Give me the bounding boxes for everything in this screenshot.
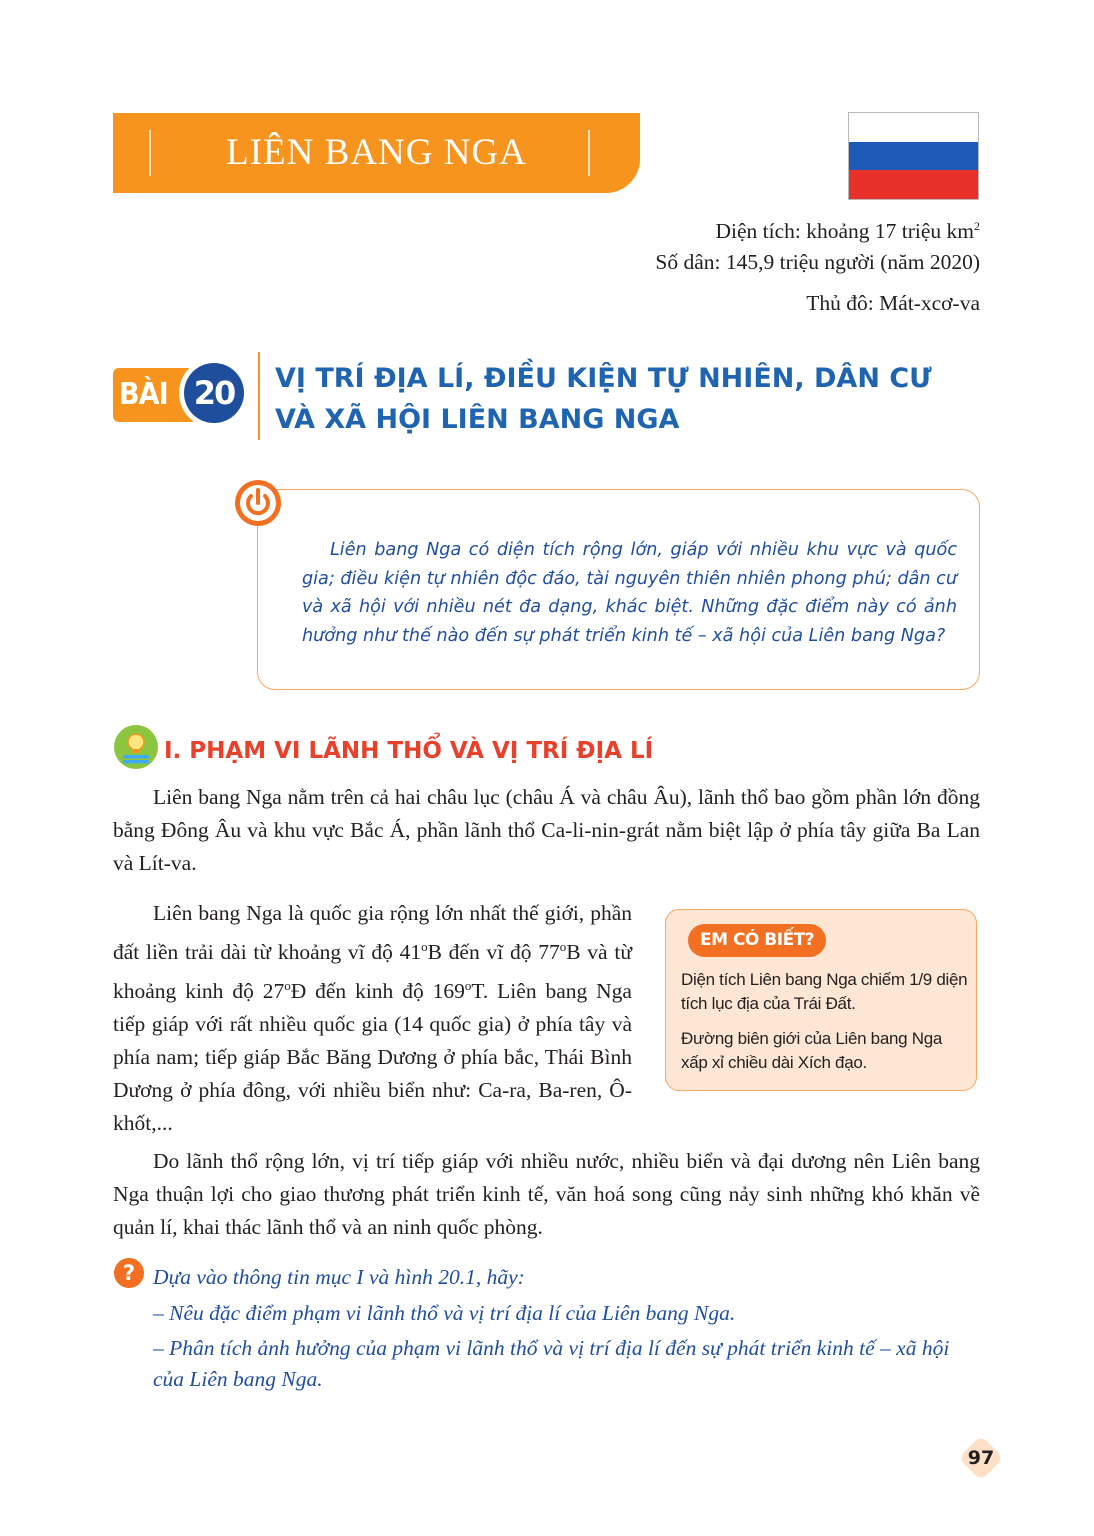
- fact-capital: Thủ đô: Mát-xcơ-va: [806, 291, 980, 315]
- lesson-badge: [113, 358, 263, 428]
- page-number-badge: [956, 1433, 1006, 1483]
- paragraph-3: Do lãnh thổ rộng lớn, vị trí tiếp giáp với nhiều nước, nhiều biển và đại dương nên Liên bang Nga thuận lợi cho giao thương phát triển kinh tế, văn hoá song cũng nảy sinh những khó khăn về quản lí, khai thác lãnh thổ và an ninh quốc phòng.: [113, 1149, 980, 1239]
- paragraph-2: Liên bang Nga là quốc gia rộng lớn nhất thế giới, phần đất liền trải dài từ khoảng vĩ độ 41$^o$B đến vĩ độ 77$^o$B và từ khoảng kinh độ 27$^o$Đ đến kinh độ 169$^o$T. Liên bang Nga tiếp giáp với rất nhiều quốc gia (14 quốc gia) ở phía tây và phía nam; tiếp giáp Bắc Băng Dương ở phía bắc, Thái Bình Dương ở phía đông, với nhiều biển như: Ca-ra, Ba-ren, Ô-khốt,...: [113, 901, 632, 1136]
- did-you-know-line2: Đường biên giới của Liên bang Nga xấp xỉ chiều dài Xích đạo.: [681, 1029, 943, 1072]
- lesson-title: [275, 358, 995, 440]
- lesson-label: BÀI: [119, 377, 168, 412]
- lesson-number: 20: [184, 363, 244, 423]
- lesson-title-line2: VÀ XÃ HỘI LIÊN BANG NGA: [275, 404, 680, 435]
- intro-text: Liên bang Nga có diện tích rộng lớn, giáp với nhiều khu vực và quốc gia; điều kiện tự nhiên độc đáo, tài nguyên thiên nhiên phong phú; dân cư và xã hội với nhiều nét đa dạng, khác biệt. Những đặc điểm này có ảnh hưởng như thế nào đến sự phát triển kinh tế – xã hội của Liên bang Nga?: [302, 540, 957, 646]
- power-icon: [234, 479, 282, 527]
- fact-area: Diện tích: khoảng 17 triệu $km^2$: [715, 219, 980, 244]
- did-you-know-tag: EM CÓ BIẾT?: [688, 924, 826, 957]
- paragraph-1: Liên bang Nga nằm trên cả hai châu lục (châu Á và châu Âu), lãnh thổ bao gồm phần lớn đồng bằng Đông Âu và khu vực Bắc Á, phần lãnh thổ Ca-li-nin-grát nằm biệt lập ở phía tây giữa Ba Lan và Lít-va.: [113, 785, 980, 875]
- question-1: – Nêu đặc điểm phạm vi lãnh thổ và vị trí địa lí của Liên bang Nga.: [153, 1301, 736, 1325]
- chapter-banner: [113, 113, 640, 193]
- banner-right-bar: [588, 130, 590, 176]
- question-2: – Phân tích ảnh hưởng của phạm vi lãnh thổ và vị trí địa lí đến sự phát triển kinh tế – xã hội của Liên bang Nga.: [153, 1336, 950, 1391]
- lesson-title-line1: VỊ TRÍ ĐỊA LÍ, ĐIỀU KIỆN TỰ NHIÊN, DÂN CƯ: [275, 363, 932, 394]
- svg-text:?: ?: [122, 1261, 136, 1285]
- flag-blue-stripe: [849, 142, 978, 171]
- did-you-know-line1: Diện tích Liên bang Nga chiếm 1/9 diện tích lục địa của Trái Đất.: [681, 970, 968, 1013]
- russia-flag: [848, 112, 979, 200]
- flag-red-stripe: [849, 170, 978, 199]
- question-icon: [113, 1257, 145, 1289]
- fact-population: Số dân: 145,9 triệu người (năm 2020): [655, 250, 980, 274]
- chapter-title: LIÊN BANG NGA: [226, 132, 527, 173]
- question-intro: Dựa vào thông tin mục I và hình 20.1, hãy:: [153, 1265, 525, 1289]
- lesson-number-circle: [179, 358, 249, 428]
- lesson-divider: [258, 352, 260, 440]
- section-title: I. PHẠM VI LÃNH THỔ VÀ VỊ TRÍ ĐỊA LÍ: [164, 738, 654, 764]
- flag-white-stripe: [849, 113, 978, 142]
- page-number: 97: [967, 1447, 995, 1469]
- lightbulb-icon: [113, 724, 159, 770]
